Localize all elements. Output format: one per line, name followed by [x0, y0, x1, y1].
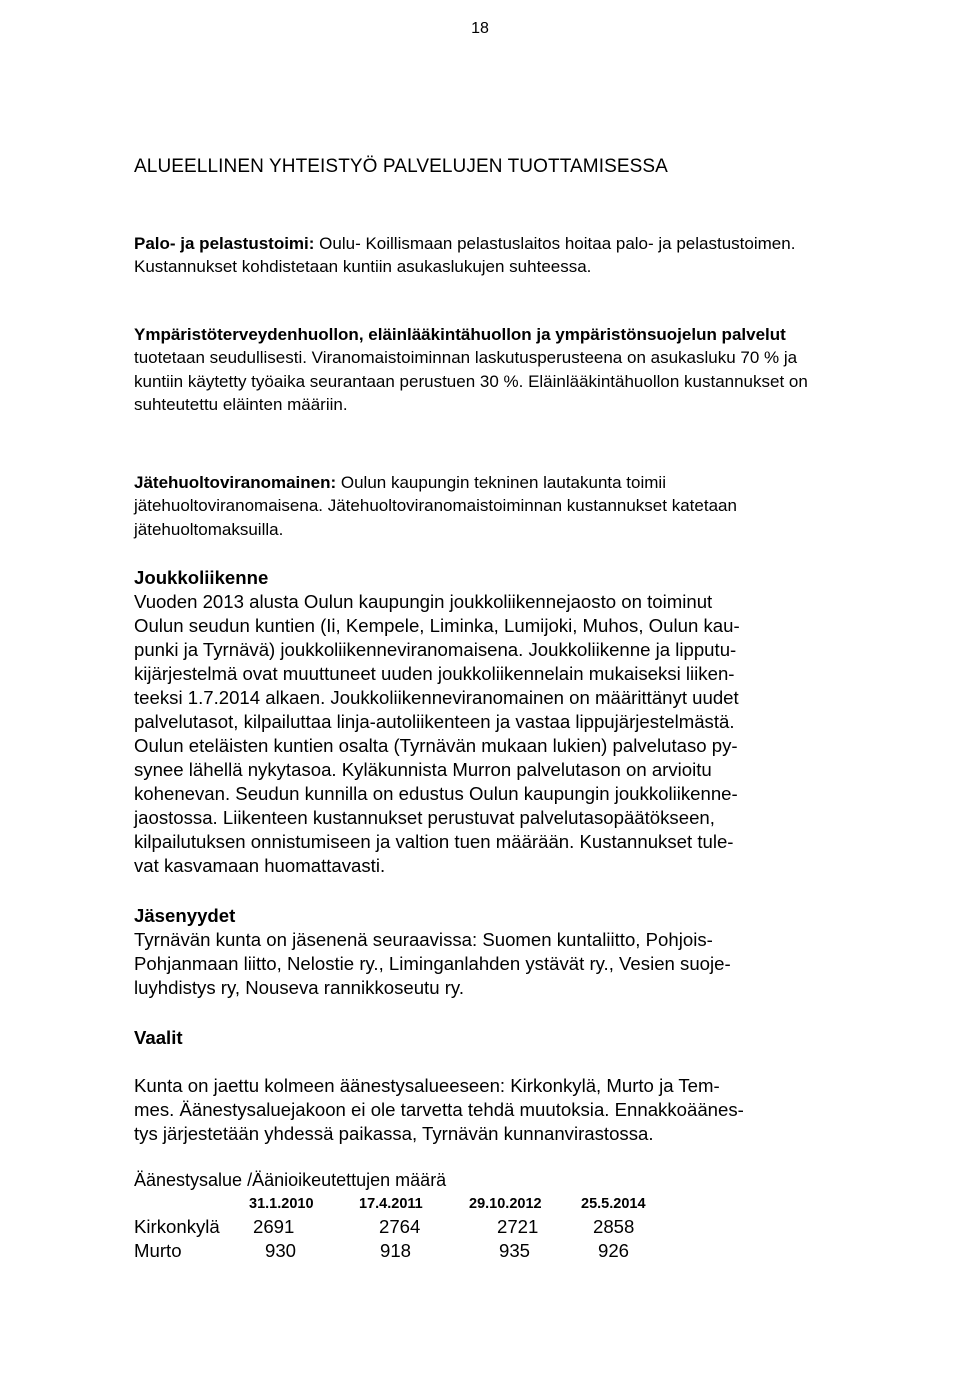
votes-header-row — [134, 1193, 681, 1215]
page-number: 18 — [471, 20, 489, 37]
text-line: jaostossa. Liikenteen kustannukset perustuvat palvelutasopäätökseen, — [134, 807, 715, 828]
paragraph-jate — [134, 471, 824, 541]
votes-header-empty — [134, 1193, 249, 1215]
section-heading: ALUEELLINEN YHTEISTYÖ PALVELUJEN TUOTTAMISESSA — [134, 156, 668, 177]
votes-header-date: 31.1.2010 — [249, 1196, 314, 1212]
paragraph-palo — [134, 232, 824, 279]
section-joukkoliikenne — [134, 566, 824, 878]
joukkoliikenne-title: Joukkoliikenne — [134, 567, 269, 588]
paragraph-ymparisto-text: tuotetaan seudullisesti. Viranomaistoiminnan laskutusperusteena on asukasluku 70 % ja kuntiin käytetty työaika seurantaan perustuen 30 %. Eläinlääkintähuollon kustannukset on suhteutettu eläinten määriin. — [134, 348, 808, 415]
paragraph-ymparisto-bold: Ympäristöterveydenhuollon, eläinlääkintähuollon ja ympäristönsuojelun palvelut — [134, 325, 786, 344]
votes-value: 2764 — [379, 1216, 421, 1237]
table-row — [134, 1215, 681, 1239]
text-line: vat kasvamaan huomattavasti. — [134, 855, 386, 876]
votes-value: 2858 — [593, 1216, 635, 1237]
text-line: palvelutasot, kilpailuttaa linja-autoliikenteen ja vastaa lippujärjestelmästä. — [134, 711, 735, 732]
joukkoliikenne-body — [134, 590, 824, 878]
votes-value: 930 — [265, 1240, 297, 1261]
text-line: teeksi 1.7.2014 alkaen. Joukkoliikenneviranomainen on määrittänyt uudet — [134, 687, 739, 708]
text-line: Vuoden 2013 alusta Oulun kaupungin joukkoliikennejaosto on toiminut — [134, 591, 713, 612]
table-row — [134, 1239, 681, 1263]
vaalit-title: Vaalit — [134, 1027, 183, 1048]
text-line: kijärjestelmä ovat muuttuneet uuden joukkoliikennelain mukaiseksi liiken- — [134, 663, 735, 684]
text-line: Tyrnävän kunta on jäsenenä seuraavissa: Suomen kuntaliitto, Pohjois- — [134, 929, 713, 950]
text-line: synee lähellä nykytasoa. Kyläkunnista Murron palvelutason on arvioitu — [134, 759, 712, 780]
votes-area: Murto — [134, 1240, 182, 1261]
text-line: Pohjanmaan liitto, Nelostie ry., Liminganlahden ystävät ry., Vesien suoje- — [134, 953, 731, 974]
votes-value: 2721 — [497, 1216, 539, 1237]
text-line: Kunta on jaettu kolmeen äänestysalueeseen: Kirkonkylä, Murto ja Tem- — [134, 1075, 720, 1096]
jasenyydet-body — [134, 928, 824, 1000]
paragraph-ymparisto — [134, 323, 824, 417]
text-line: luyhdistys ry, Nouseva rannikkoseutu ry. — [134, 977, 465, 998]
paragraph-palo-text: Oulu- Koillismaan pelastuslaitos hoitaa palo- ja pelastustoimen. Kustannukset kohdistetaan kuntiin asukaslukujen suhteessa. — [134, 234, 796, 277]
text-line: Oulun seudun kuntien (Ii, Kempele, Liminka, Lumijoki, Muhos, Oulun kau- — [134, 615, 740, 636]
paragraph-jate-text: Oulun kaupungin tekninen lautakunta toimii jätehuoltoviranomaisena. Jätehuoltoviranomaistoiminnan kustannukset katetaan jätehuoltomaksuilla. — [134, 473, 737, 539]
text-line: kohenevan. Seudun kunnilla on edustus Oulun kaupungin joukkoliikenne- — [134, 783, 738, 804]
text-line: mes. Äänestysaluejakoon ei ole tarvetta tehdä muutoksia. Ennakkoäänes- — [134, 1099, 744, 1120]
text-line: kilpailutuksen onnistumiseen ja valtion tuen määrään. Kustannukset tule- — [134, 831, 734, 852]
votes-value: 935 — [499, 1240, 531, 1261]
votes-header-date: 25.5.2014 — [581, 1196, 646, 1212]
votes-title: Äänestysalue /Äänioikeutettujen määrä — [134, 1170, 447, 1190]
vaalit-body — [134, 1074, 824, 1146]
text-line: punki ja Tyrnävä) joukkoliikenneviranomaisena. Joukkoliikenne ja lipputu- — [134, 639, 737, 660]
paragraph-jate-bold: Jätehuoltoviranomainen: — [134, 473, 337, 492]
votes-value: 926 — [598, 1240, 630, 1261]
jasenyydet-title: Jäsenyydet — [134, 905, 236, 926]
text-line: tys järjestetään yhdessä paikassa, Tyrnävän kunnanvirastossa. — [134, 1123, 654, 1144]
votes-header-date: 17.4.2011 — [359, 1196, 423, 1212]
votes-table — [134, 1193, 681, 1263]
text-line: Oulun eteläisten kuntien osalta (Tyrnävän mukaan lukien) palvelutaso py- — [134, 735, 738, 756]
votes-area: Kirkonkylä — [134, 1216, 220, 1237]
section-jasenyydet — [134, 904, 824, 1000]
votes-value: 918 — [380, 1240, 412, 1261]
votes-value: 2691 — [253, 1216, 295, 1237]
votes-header-date: 29.10.2012 — [469, 1196, 542, 1212]
paragraph-palo-bold: Palo- ja pelastustoimi: — [134, 234, 315, 253]
